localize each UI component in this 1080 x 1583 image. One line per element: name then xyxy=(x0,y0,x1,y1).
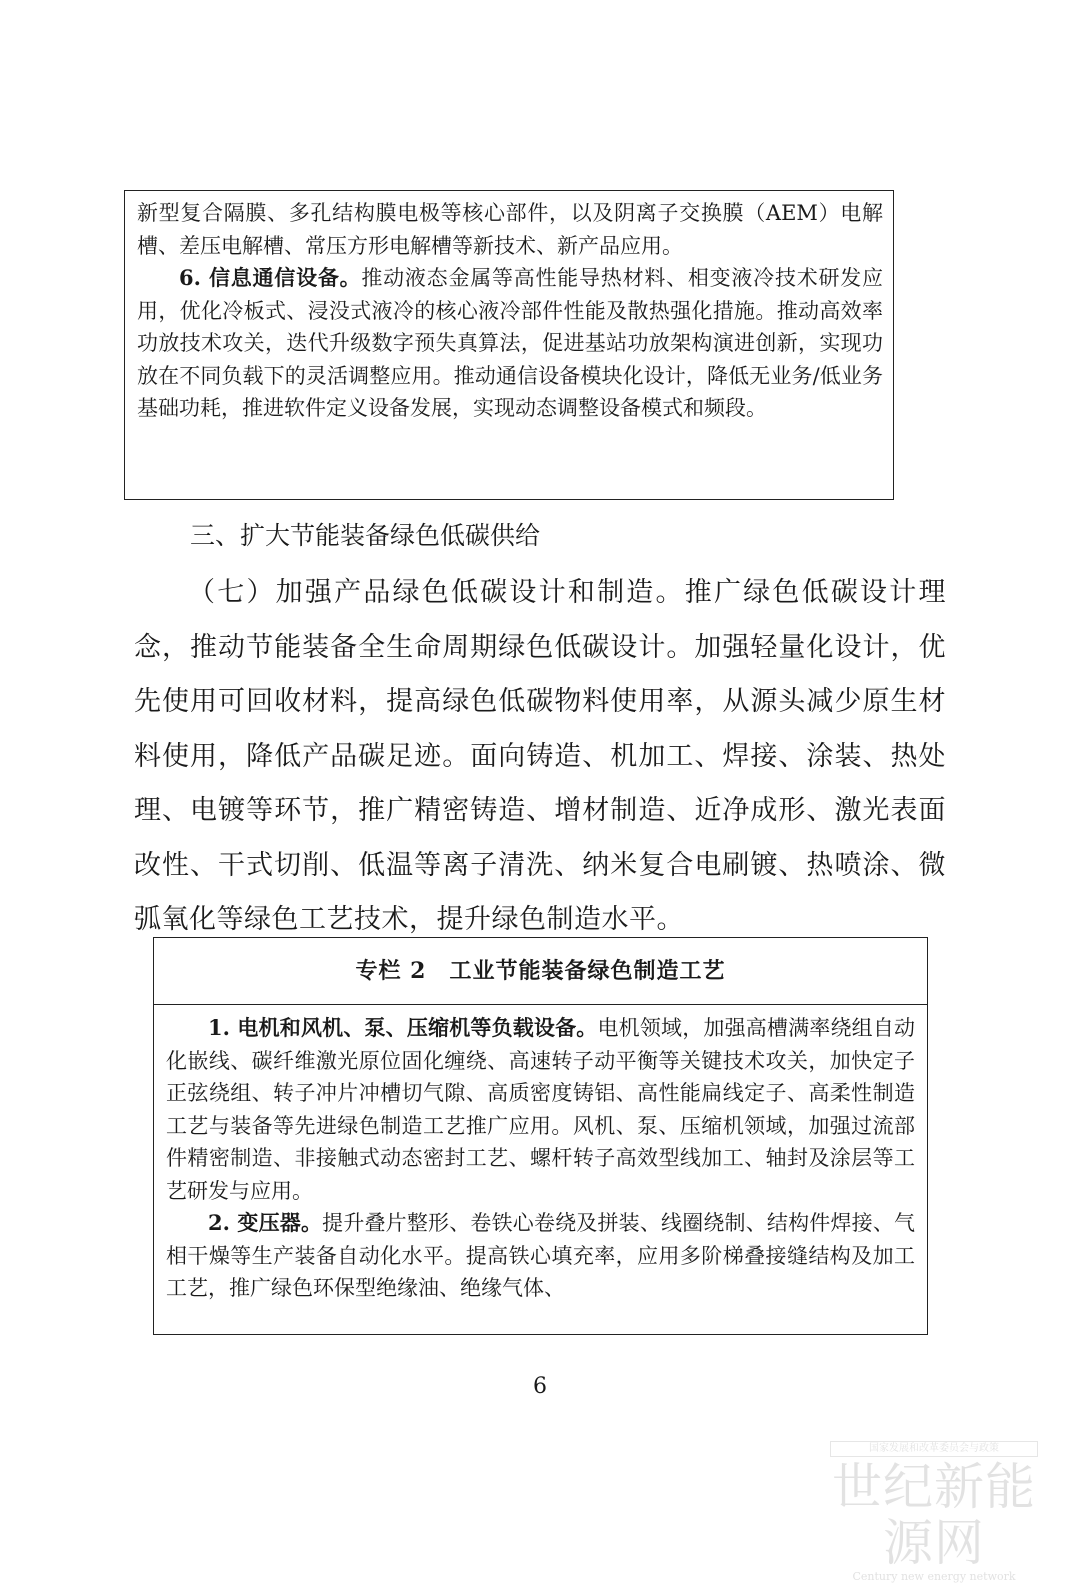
column-2-title: 专栏 2 工业节能装备绿色制造工艺 xyxy=(154,938,927,1005)
item-6-title: 6. 信息通信设备。 xyxy=(179,265,362,290)
column-2-body xyxy=(154,1005,927,1305)
item-2-text: 提升叠片整形、卷铁心卷绕及拼装、线圈绕制、结构件焊接、气相干燥等生产装备自动化水平。提高铁心填充率，应用多阶梯叠接缝结构及加工工艺，推广绿色环保型绝缘油、绝缘气体、 xyxy=(166,1211,916,1300)
paragraph-7: （七）加强产品绿色低碳设计和制造。推广绿色低碳设计理念，推动节能装备全生命周期绿色低碳设计。加强轻量化设计，优先使用可回收材料，提高绿色低碳物料使用率，从源头减少原生材料使用，降低产品碳足迹。面向铸造、机加工、焊接、涂装、热处理、电镀等环节，推广精密铸造、增材制造、近净成形、激光表面改性、干式切削、低温等离子清洗、纳米复合电刷镀、热喷涂、微弧氧化等绿色工艺技术，提升绿色制造水平。 xyxy=(134,577,946,935)
item-6 xyxy=(137,262,883,425)
item-2-title: 2. 变压器。 xyxy=(208,1210,323,1235)
item-2 xyxy=(166,1207,915,1305)
item-1-title: 1. 电机和风机、泵、压缩机等负载设备。 xyxy=(208,1015,598,1040)
watermark-sub-text: Century new energy network xyxy=(852,1570,1016,1583)
continuation-text: 新型复合隔膜、多孔结构膜电极等核心部件，以及阴离子交换膜（AEM）电解槽、差压电解槽、常压方形电解槽等新技术、新产品应用。 xyxy=(137,201,883,258)
column-2-box xyxy=(153,937,928,1335)
page-number: 6 xyxy=(533,1374,547,1399)
item-1 xyxy=(166,1012,915,1207)
item-6-text: 推动液态金属等高性能导热材料、相变液冷技术研发应用，优化冷板式、浸没式液冷的核心液冷部件性能及散热强化措施。推动高效率功放技术攻关，迭代升级数字预失真算法，促进基站功放架构演进创新，实现功放在不同负载下的灵活调整应用。推动通信设备模块化设计，降低无业务/低业务基础功耗，推进软件定义设备发展，实现动态调整设备模式和频段。 xyxy=(137,266,884,420)
watermark-main-text: 世纪新能源网 xyxy=(832,1458,1036,1572)
item-1-text: 电机领域，加强高槽满率绕组自动化嵌线、碳纤维激光原位固化缠绕、高速转子动平衡等关键技术攻关，加快定子正弦绕组、转子冲片冲槽切气隙、高质密度铸铝、高性能扁线定子、高柔性制造工艺与装备等先进绿色制造工艺推广应用。风机、泵、压缩机领域，加强过流部件精密制造、非接触式动态密封工艺、螺杆转子高效型线加工、轴封及涂层等工艺研发与应用。 xyxy=(166,1016,916,1203)
section-heading: 三、扩大节能装备绿色低碳供给 xyxy=(190,521,541,550)
watermark xyxy=(824,1441,1044,1583)
watermark-top-text: 国家发展和改革委员会与政策 xyxy=(830,1441,1038,1457)
column-continuation-box xyxy=(124,190,894,500)
